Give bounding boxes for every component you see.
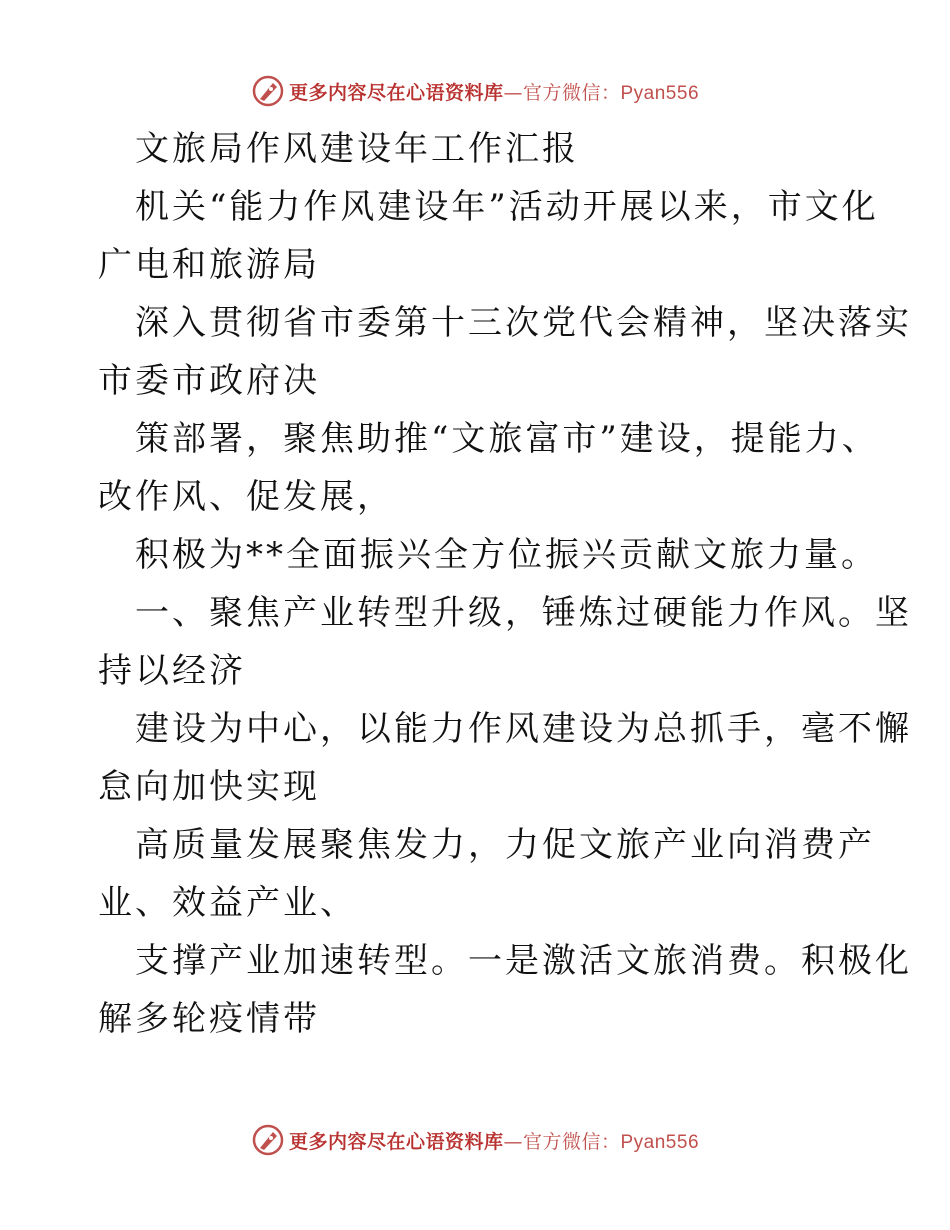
- header-wechat-text: 官方微信：Pyan556: [523, 82, 700, 104]
- paragraph-line: 策部署，聚焦助推“文旅富市”建设，提能力、: [135, 419, 879, 459]
- paragraph-line: 怠向加快实现: [98, 767, 320, 807]
- paragraph-line: 深入贯彻省市委第十三次党代会精神，坚决落实: [135, 303, 912, 343]
- footer-brand-text: 更多内容尽在心语资料库: [288, 1130, 504, 1153]
- pen-nib-logo-icon: [251, 1123, 285, 1157]
- footer-separator: —: [503, 1130, 523, 1153]
- paragraph-line: 建设为中心，以能力作风建设为总抓手，毫不懈: [135, 709, 912, 749]
- pen-nib-logo-icon: [251, 74, 285, 108]
- footer-wechat-text: 官方微信：Pyan556: [523, 1131, 700, 1153]
- paragraph-line: 高质量发展聚焦发力，力促文旅产业向消费产: [135, 825, 875, 865]
- paragraph-line: 解多轮疫情带: [98, 999, 320, 1039]
- document-body: [98, 120, 912, 1048]
- paragraph-line: 一、聚焦产业转型升级，锤炼过硬能力作风。坚: [135, 593, 912, 633]
- footer-banner-text: [289, 1127, 699, 1154]
- header-banner: [0, 71, 950, 111]
- paragraph-line: 机关“能力作风建设年”活动开展以来，市文化: [135, 187, 879, 227]
- header-brand-text: 更多内容尽在心语资料库: [288, 81, 504, 104]
- paragraph-line: 业、效益产业、: [98, 883, 357, 923]
- paragraph-line: 支撑产业加速转型。一是激活文旅消费。积极化: [135, 941, 912, 981]
- paragraph-line: 改作风、促发展，: [98, 477, 394, 517]
- paragraph-line: 市委市政府决: [98, 361, 320, 401]
- paragraph-line: 持以经济: [98, 651, 246, 691]
- paragraph-line: 广电和旅游局: [98, 245, 320, 285]
- document-title: 文旅局作风建设年工作汇报: [135, 129, 579, 169]
- header-banner-text: [289, 78, 699, 105]
- footer-banner: [0, 1120, 950, 1160]
- paragraph-line: 积极为**全面振兴全方位振兴贡献文旅力量。: [135, 535, 878, 575]
- header-separator: —: [503, 81, 523, 104]
